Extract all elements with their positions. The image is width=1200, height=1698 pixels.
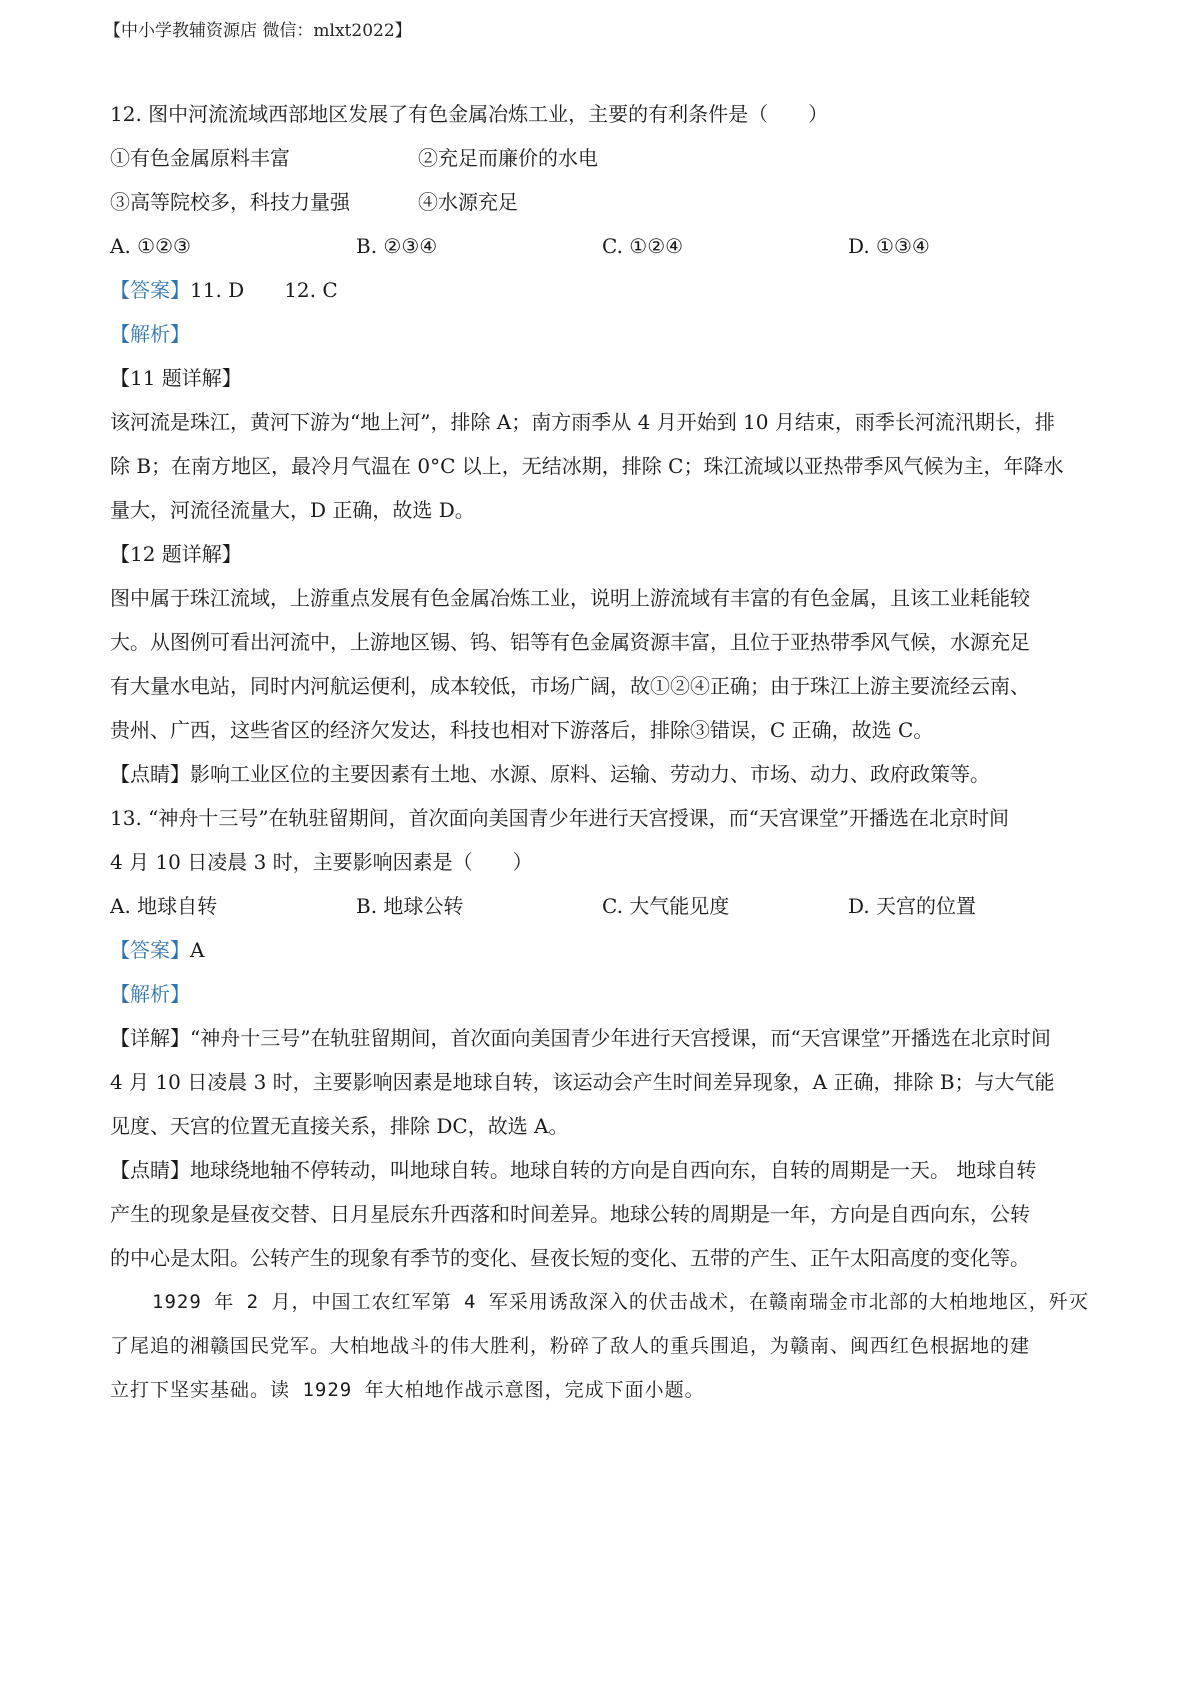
- passage-line-2: 了尾追的湘赣国民党军。大柏地战斗的伟大胜利，粉碎了敌人的重兵围追，为赣南、闽西红色根据地的建: [110, 1335, 1031, 1357]
- watermark-text: 【中小学教辅资源店 微信：mlxt2022】: [104, 21, 412, 41]
- answer-tag: 【答案】: [110, 278, 190, 302]
- answer-text: A: [190, 938, 205, 962]
- detail-11-line-3: 量大，河流径流量大，D 正确，故选 D。: [110, 498, 475, 522]
- question-13-stem-2: 4 月 10 日凌晨 3 时，主要影响因素是（ ）: [110, 850, 533, 874]
- passage-line-1: 1929 年 2 月，中国工农红军第 4 军采用诱敌深入的伏击战术，在赣南瑞金市北部的大柏地地区，歼灭: [152, 1291, 1089, 1313]
- q12-option-d: D. ①③④: [848, 234, 930, 258]
- detail-11-heading: 【11 题详解】: [110, 366, 242, 390]
- q12-item-3: ③高等院校多，科技力量强: [110, 190, 350, 214]
- q12-option-c: C. ①②④: [602, 234, 684, 258]
- q13-option-d: D. 天宫的位置: [848, 894, 977, 918]
- detail-12-heading: 【12 题详解】: [110, 542, 242, 566]
- q13-option-a: A. 地球自转: [110, 894, 218, 918]
- q12-option-a: A. ①②③: [110, 234, 191, 258]
- tip-12: 【点睛】影响工业区位的主要因素有土地、水源、原料、运输、劳动力、市场、动力、政府政策等。: [110, 762, 990, 786]
- q12-option-b: B. ②③④: [356, 234, 438, 258]
- detail-11-line-1: 该河流是珠江，黄河下游为“地上河”，排除 A；南方雨季从 4 月开始到 10 月结束，雨季长河流汛期长，排: [110, 410, 1055, 434]
- detail-13-line-3: 见度、天宫的位置无直接关系，排除 DC，故选 A。: [110, 1114, 569, 1138]
- tip-13-line-1: 【点睛】地球绕地轴不停转动，叫地球自转。地球自转的方向是自西向东，自转的周期是一天。 地球自转: [110, 1158, 1037, 1182]
- detail-12-line-4: 贵州、广西，这些省区的经济欠发达，科技也相对下游落后，排除③错误，C 正确，故选 C。: [110, 718, 934, 742]
- tip-13-line-3: 的中心是太阳。公转产生的现象有季节的变化、昼夜长短的变化、五带的产生、正午太阳高度的变化等。: [110, 1246, 1030, 1270]
- q12-item-1: ①有色金属原料丰富: [110, 146, 290, 170]
- detail-13-line-1: 【详解】“神舟十三号”在轨驻留期间，首次面向美国青少年进行天宫授课，而“天宫课堂”开播选在北京时间: [110, 1026, 1051, 1050]
- detail-11-line-2: 除 B；在南方地区，最冷月气温在 0°C 以上，无结冰期，排除 C；珠江流域以亚热带季风气候为主，年降水: [110, 454, 1064, 478]
- passage-line-3: 立打下坚实基础。读 1929 年大柏地作战示意图，完成下面小题。: [110, 1379, 705, 1401]
- detail-12-line-3: 有大量水电站，同时内河航运便利，成本较低，市场广阔，故①②④正确；由于珠江上游主要流经云南、: [110, 674, 1030, 698]
- q13-option-c: C. 大气能见度: [602, 894, 730, 918]
- detail-12-line-1: 图中属于珠江流域，上游重点发展有色金属冶炼工业，说明上游流域有丰富的有色金属，且该工业耗能较: [110, 586, 1030, 610]
- tip-13-line-2: 产生的现象是昼夜交替、日月星辰东升西落和时间差异。地球公转的周期是一年，方向是自西向东，公转: [110, 1202, 1030, 1226]
- question-12-stem: 12. 图中河流流域西部地区发展了有色金属冶炼工业，主要的有利条件是（ ）: [110, 102, 829, 126]
- question-13-stem-1: 13. “神舟十三号”在轨驻留期间，首次面向美国青少年进行天宫授课，而“天宫课堂”开播选在北京时间: [110, 806, 1010, 830]
- analysis-tag: 【解析】: [110, 982, 190, 1006]
- answer-text: 11. D 12. C: [190, 278, 338, 302]
- q12-item-2: ②充足而廉价的水电: [418, 146, 598, 170]
- q12-item-4: ④水源充足: [418, 190, 518, 214]
- q13-option-b: B. 地球公转: [356, 894, 464, 918]
- answer-row-11-12: [110, 276, 338, 304]
- answer-tag: 【答案】: [110, 938, 190, 962]
- detail-12-line-2: 大。从图例可看出河流中，上游地区锡、钨、铝等有色金属资源丰富，且位于亚热带季风气候，水源充足: [110, 630, 1030, 654]
- detail-13-line-2: 4 月 10 日凌晨 3 时，主要影响因素是地球自转，该运动会产生时间差异现象，A 正确，排除 B；与大气能: [110, 1070, 1055, 1094]
- analysis-tag: 【解析】: [110, 322, 190, 346]
- answer-row-13: [110, 936, 204, 964]
